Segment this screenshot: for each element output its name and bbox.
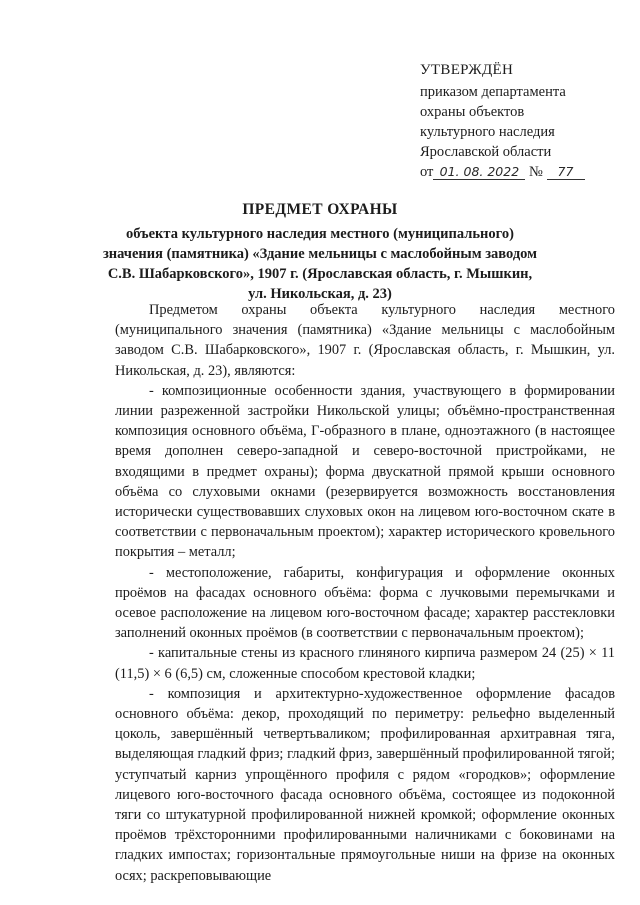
list-item: - капитальные стены из красного глиняного кирпича размером 24 (25) × 11 (11,5) × 6 (6,5) см, сложенные способом крестовой кладки;	[115, 645, 615, 682]
order-date-line	[420, 162, 620, 182]
number-sign: №	[529, 164, 543, 180]
page-title: ПРЕДМЕТ ОХРАНЫ	[242, 201, 398, 218]
approval-line: Ярославской области	[420, 144, 552, 160]
order-number: 77	[547, 164, 585, 180]
approval-block	[420, 60, 620, 182]
approval-line: приказом департамента	[420, 84, 566, 100]
page-subtitle: объекта культурного наследия местного (муниципального) значения (памятника) «Здание мельницы с маслобойным заводом С.В. Шабарковского», 1907 г. (Ярославская область, г. Мышкин, ул. Никольская, д. 23)	[102, 226, 538, 302]
list-item: - композиционные особенности здания, участвующего в формировании линии разреженной застройки Никольской улицы; объёмно-пространственная композиция основного объёма, Г-образного в плане, одноэтажного (в настоящее время дополнен северо-западной и северо-восточной пристройками, не входящими в предмет охраны); форма двускатной прямой крыши основного объёма со слуховыми окнами (резервируется возможность восстановления исторически существовавших слуховых окон на лицевом юго-восточном скате в соответствии с первоначальным проектом); характер исторического кровельного покрытия – металл;	[115, 382, 615, 561]
list-item: - местоположение, габариты, конфигурация и оформление оконных проёмов на фасадах основного объёма: форма с лучковыми перемычками и осевое расположение на лицевом юго-восточном фасаде; характер расстекловки заполнений оконных проёмов (в соответствии с первоначальным проектом);	[115, 564, 615, 642]
approval-title: УТВЕРЖДЁН	[420, 62, 514, 78]
document-heading	[100, 200, 540, 304]
order-date: 01. 08. 2022	[433, 164, 525, 180]
date-prefix: от	[420, 164, 434, 180]
document-body	[115, 300, 615, 886]
list-item: - композиция и архитектурно-художественное оформление фасадов основного объёма: декор, проходящий по периметру: рельефно выделенный цоколь, завершённый четвертьваликом; профилированная архитравная тяга, выделяющая гладкий фриз; гладкий фриз, завершённый профилированной тягой; уступчатый карниз упрощённого профиля с рядом «городков»; оформление лицевого юго-восточного фасада основного объёма, состоящее из подоконной тяги со штукатурной профилированной нижней кромкой; оформление оконных проёмов трёхсторонними профилированными наличниками с боковинами на гладких импостах; горизонтальные прямоугольные ниши на фризе на оконных осях; раскреповывающие	[115, 685, 615, 884]
approval-line: охраны объектов	[420, 104, 525, 120]
intro-paragraph: Предметом охраны объекта культурного наследия местного (муниципального значения (памятника) «Здание мельницы с маслобойным заводом С.В. Шабарковского», 1907 г. (Ярославская область, г. Мышкин, ул. Никольская, д. 23), являются:	[115, 302, 615, 379]
approval-line: культурного наследия	[420, 124, 555, 140]
